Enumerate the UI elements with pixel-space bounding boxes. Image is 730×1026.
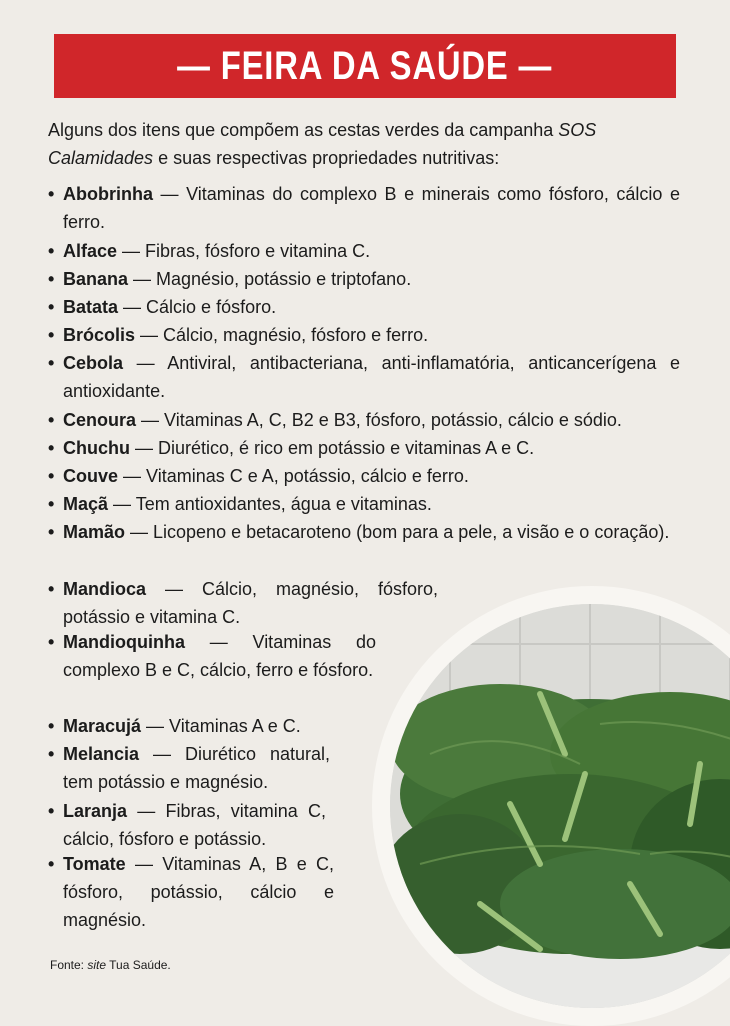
- item-name: Brócolis: [63, 325, 136, 345]
- item-name: Laranja: [63, 801, 128, 821]
- list-item: • Chuchu — Diurético, é rico em potássio e vitaminas A e C.: [48, 438, 535, 458]
- item-description: — Fibras, vitamina C, cálcio, fósforo e potássio.: [63, 801, 326, 849]
- intro-paragraph: [48, 116, 688, 172]
- title-banner: [54, 34, 676, 98]
- list-item: • Cenoura — Vitaminas A, C, B2 e B3, fósforo, potássio, cálcio e sódio.: [48, 410, 622, 430]
- list-item: • Mamão — Licopeno e betacaroteno (bom para a pele, a visão e o coração).: [48, 522, 670, 542]
- list-item: • Batata — Cálcio e fósforo.: [48, 297, 277, 317]
- item-name: Batata: [63, 297, 119, 317]
- source-prefix: Fonte:: [50, 958, 88, 972]
- list-item: • Melancia — Diurético natural, tem potássio e magnésio.: [48, 744, 330, 792]
- item-name: Couve: [63, 466, 119, 486]
- item-description: — Vitaminas A, C, B2 e B3, fósforo, potássio, cálcio e sódio.: [136, 410, 622, 430]
- list-item: • Tomate — Vitaminas A, B e C, fósforo, potássio, cálcio e magnésio.: [48, 854, 334, 930]
- list-item: • Mandioca — Cálcio, magnésio, fósforo, potássio e vitamina C.: [48, 579, 438, 627]
- item-name: Mamão: [63, 522, 126, 542]
- source-note: [50, 958, 171, 972]
- list-item: • Cebola — Antiviral, antibacteriana, anti-inflamatória, anticancerígena e antioxidante.: [48, 353, 680, 401]
- item-name: Alface: [63, 241, 118, 261]
- item-name: Mandioca: [63, 579, 147, 599]
- list-item: • Couve — Vitaminas C e A, potássio, cálcio e ferro.: [48, 466, 469, 486]
- photo-frame: [372, 586, 730, 1026]
- item-description: — Magnésio, potássio e triptofano.: [128, 269, 412, 289]
- item-description: — Vitaminas A, B e C, fósforo, potássio, cálcio e magnésio.: [63, 854, 334, 930]
- item-name: Mandioquinha: [63, 632, 185, 652]
- list-item: • Maracujá — Vitaminas A e C.: [48, 716, 301, 736]
- item-description: — Cálcio e fósforo.: [118, 297, 277, 317]
- item-name: Melancia: [63, 744, 140, 764]
- item-description: — Diurético, é rico em potássio e vitaminas A e C.: [130, 438, 535, 458]
- item-name: Cenoura: [63, 410, 137, 430]
- item-description: — Vitaminas C e A, potássio, cálcio e ferro.: [118, 466, 469, 486]
- item-name: Chuchu: [63, 438, 130, 458]
- list-item: • Mandioquinha — Vitaminas do complexo B e C, cálcio, ferro e fósforo.: [48, 632, 376, 680]
- item-name: Banana: [63, 269, 129, 289]
- page-title: — FEIRA DA SAÚDE —: [177, 43, 553, 88]
- list-item: • Maçã — Tem antioxidantes, água e vitaminas.: [48, 494, 432, 514]
- item-description: — Tem antioxidantes, água e vitaminas.: [108, 494, 432, 514]
- list-item: • Brócolis — Cálcio, magnésio, fósforo e ferro.: [48, 325, 429, 345]
- item-description: — Diurético natural, tem potássio e magnésio.: [63, 744, 330, 792]
- item-description: — Vitaminas do complexo B e C, cálcio, ferro e fósforo.: [63, 632, 376, 680]
- intro-text-after: e suas respectivas propriedades nutritivas:: [153, 148, 500, 168]
- campaign-name: SOS Calamidades: [48, 120, 597, 168]
- item-description: — Licopeno e betacaroteno (bom para a pele, a visão e o coração).: [125, 522, 670, 542]
- item-description: — Fibras, fósforo e vitamina C.: [117, 241, 371, 261]
- item-name: Abobrinha: [63, 184, 153, 204]
- item-description: — Cálcio, magnésio, fósforo, potássio e vitamina C.: [63, 579, 438, 627]
- item-description: — Cálcio, magnésio, fósforo e ferro.: [135, 325, 429, 345]
- item-description: — Vitaminas A e C.: [141, 716, 301, 736]
- intro-text-before: Alguns dos itens que compõem as cestas verdes da campanha: [48, 120, 559, 140]
- source-suffix: Tua Saúde.: [106, 958, 171, 972]
- collard-greens-photo: [390, 604, 730, 1008]
- list-item: • Alface — Fibras, fósforo e vitamina C.: [48, 241, 371, 261]
- list-item: • Laranja — Fibras, vitamina C, cálcio, fósforo e potássio.: [48, 801, 326, 849]
- item-description: — Antiviral, antibacteriana, anti-inflamatória, anticancerígena e antioxidante.: [63, 353, 680, 401]
- item-name: Maracujá: [63, 716, 142, 736]
- source-site-word: site: [87, 958, 107, 972]
- item-name: Maçã: [63, 494, 109, 514]
- list-item: • Banana — Magnésio, potássio e triptofano.: [48, 269, 412, 289]
- item-description: — Vitaminas do complexo B e minerais como fósforo, cálcio e ferro.: [63, 184, 680, 232]
- item-name: Cebola: [63, 353, 124, 373]
- item-name: Tomate: [63, 854, 126, 874]
- collard-greens-illustration: [390, 604, 730, 1008]
- list-item: • Abobrinha — Vitaminas do complexo B e minerais como fósforo, cálcio e ferro.: [48, 184, 680, 232]
